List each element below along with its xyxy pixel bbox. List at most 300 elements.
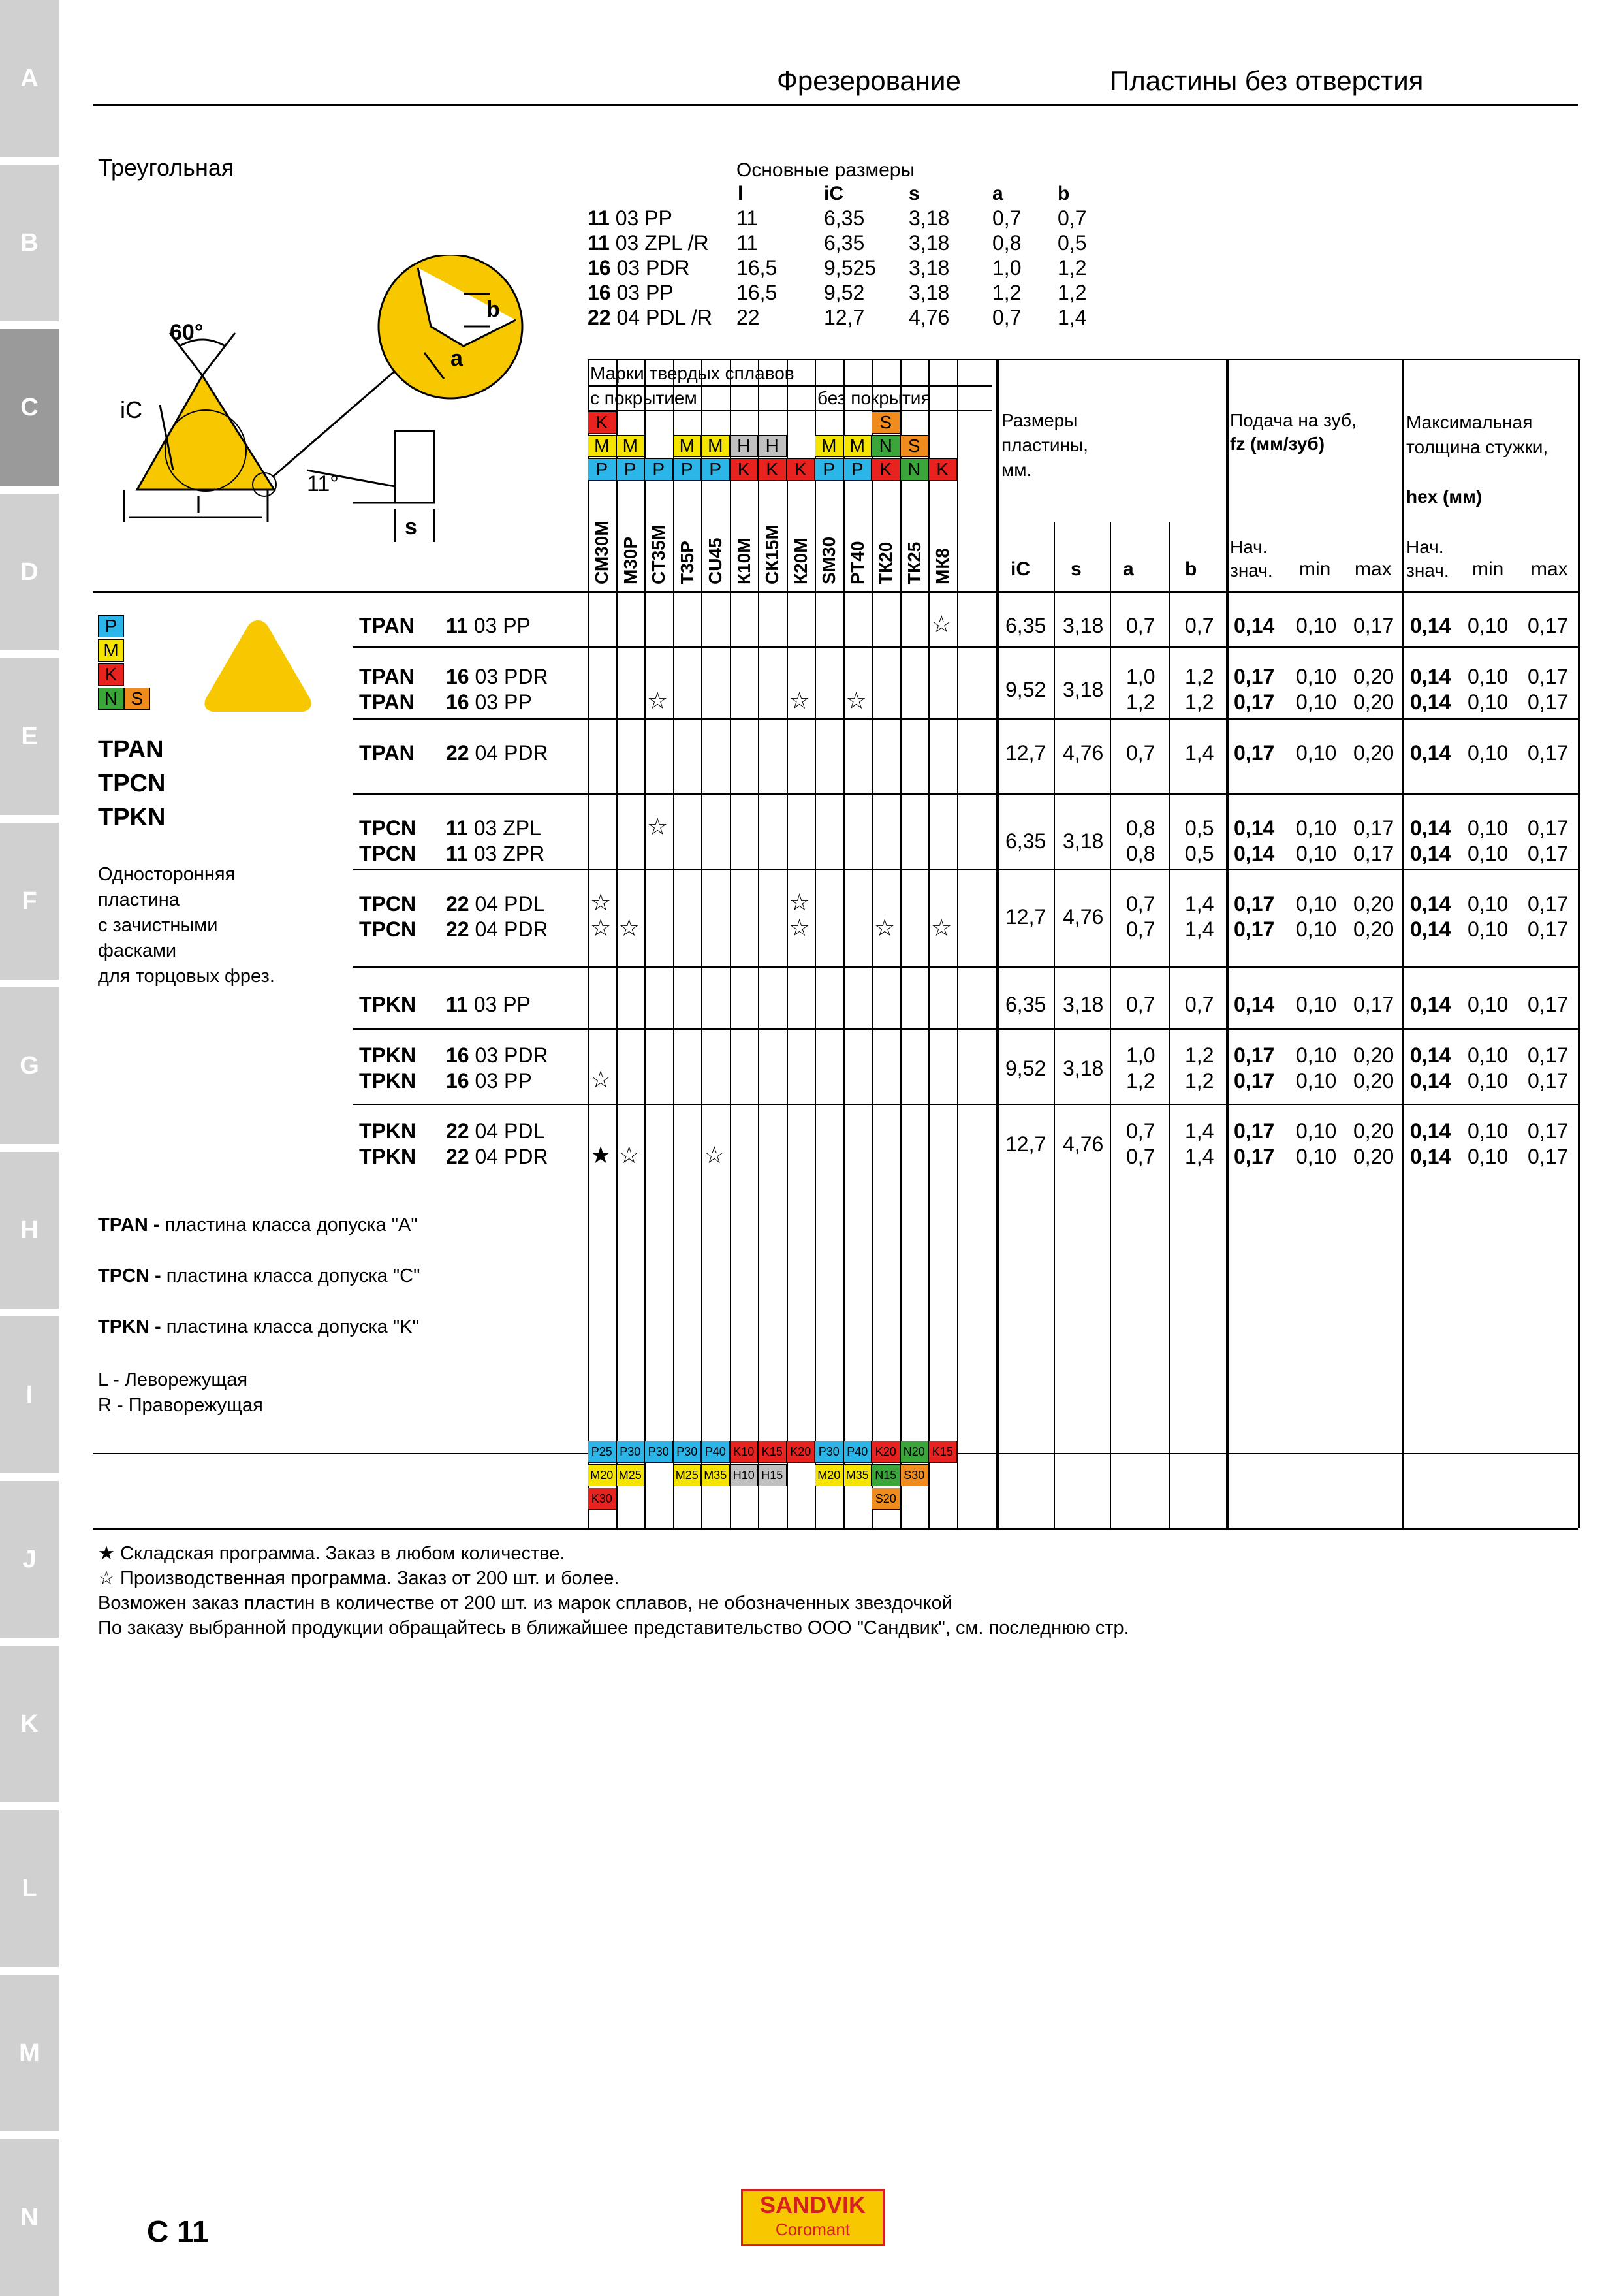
size-col-head: a — [1123, 558, 1134, 580]
grade-name: Т35Р — [676, 541, 697, 584]
row-hmin: 0,10 — [1468, 741, 1509, 765]
row-b: 1,4 — [1185, 1145, 1214, 1168]
grade-name: К10М — [733, 537, 754, 584]
tab-label: G — [20, 1051, 39, 1079]
row-hmin: 0,10 — [1468, 816, 1509, 840]
note-line — [98, 1215, 420, 1266]
l-label: l — [196, 491, 201, 518]
grade-col-line — [843, 359, 845, 1528]
row-hmax: 0,17 — [1528, 993, 1569, 1016]
tab-h[interactable] — [0, 1152, 59, 1309]
code-size: 16 — [446, 665, 469, 688]
iso-cell: N — [872, 435, 900, 457]
legend-p: P — [98, 615, 124, 637]
tab-l[interactable] — [0, 1810, 59, 1967]
iso-cell: K — [588, 411, 616, 434]
production-star-icon: ☆ — [590, 914, 612, 941]
tab-label: E — [21, 722, 38, 750]
dims-ic: 6,35 — [824, 231, 865, 255]
iso-cell: K — [872, 458, 900, 481]
row-fmax: 0,20 — [1353, 917, 1394, 941]
iso-cell: P — [644, 458, 673, 481]
row-ic: 9,52 — [1005, 1057, 1046, 1080]
tab-m[interactable] — [0, 1975, 59, 2131]
row-ic: 6,35 — [1005, 829, 1046, 853]
dims-col-head: s — [909, 183, 920, 204]
row-hmax: 0,17 — [1528, 1119, 1569, 1143]
row-fmin: 0,10 — [1296, 1069, 1337, 1092]
row-fmax: 0,17 — [1353, 816, 1394, 840]
row-separator — [353, 966, 1578, 968]
row-fmin: 0,10 — [1296, 1044, 1337, 1067]
row-hmax: 0,17 — [1528, 1145, 1569, 1168]
row-fmax: 0,20 — [1353, 1069, 1394, 1092]
code-rest: 04 PDL — [469, 892, 545, 916]
note-code: TPKN - — [98, 1316, 161, 1337]
row-fmin: 0,10 — [1296, 690, 1337, 714]
code-rest: 03 PP — [469, 690, 532, 714]
stock-star-icon: ★ — [590, 1141, 612, 1168]
code-rest: 04 PDL /R — [610, 306, 712, 329]
logo-sub: Coromant — [775, 2220, 851, 2239]
row-h0: 0,14 — [1410, 1145, 1451, 1168]
row-code — [446, 1044, 548, 1068]
row-fmin: 0,10 — [1296, 665, 1337, 688]
header-right: Пластины без отверстия — [1110, 65, 1424, 96]
row-hmax: 0,17 — [1528, 665, 1569, 688]
row-type: TPAN — [359, 690, 415, 714]
row-a: 0,7 — [1126, 614, 1155, 637]
footer-grade-cell: P30 — [815, 1441, 843, 1463]
grade-name: СК15М — [762, 524, 782, 584]
iso-cell: H — [758, 435, 787, 457]
legend-m: M — [98, 639, 124, 662]
row-code — [446, 741, 548, 765]
dims-ic: 9,525 — [824, 256, 877, 279]
dims-b: 0,7 — [1058, 206, 1087, 230]
grade-col-line — [928, 359, 930, 1528]
row-b: 1,4 — [1185, 1119, 1214, 1143]
footer-grade-cell: K10 — [730, 1441, 759, 1463]
row-f0: 0,17 — [1234, 665, 1275, 688]
row-h0: 0,14 — [1410, 917, 1451, 941]
row-a: 0,8 — [1126, 816, 1155, 840]
tab-a[interactable] — [0, 0, 59, 157]
iso-cell: M — [588, 435, 616, 457]
row-s: 4,76 — [1063, 741, 1104, 765]
production-star-icon: ☆ — [590, 889, 612, 916]
row-hmin: 0,10 — [1468, 892, 1509, 916]
note-line — [98, 1316, 420, 1367]
production-star-icon: ☆ — [590, 1066, 612, 1092]
dims-b: 1,2 — [1058, 256, 1087, 279]
insert-drawing — [98, 255, 607, 555]
section-col-line — [1226, 359, 1229, 1528]
desc-line: с зачистными — [98, 915, 218, 936]
iso-cell: K — [928, 458, 957, 481]
row-type: TPCN — [359, 917, 417, 941]
row-f0: 0,14 — [1234, 842, 1275, 865]
row-a: 0,8 — [1126, 842, 1155, 865]
row-h0: 0,14 — [1410, 892, 1451, 916]
angle-11-label: 11° — [307, 471, 339, 496]
footer-grade-cell: M35 — [701, 1464, 730, 1486]
row-b: 0,7 — [1185, 993, 1214, 1016]
tab-b[interactable] — [0, 165, 59, 321]
code-size: 16 — [588, 281, 611, 304]
iso-cell: K — [787, 458, 815, 481]
hex-start: Нач. знач. — [1406, 537, 1449, 581]
dims-l: 16,5 — [736, 256, 778, 279]
production-star-icon: ☆ — [647, 813, 668, 840]
footer-grade-cell: K20 — [787, 1441, 815, 1463]
code-rest: 03 ZPL — [467, 816, 541, 840]
row-hmax: 0,17 — [1528, 1069, 1569, 1092]
section-title: Треугольная — [98, 154, 234, 181]
row-fmax: 0,20 — [1353, 892, 1394, 916]
legend-s: S — [124, 688, 150, 710]
code-size: 22 — [446, 741, 469, 765]
row-hmax: 0,17 — [1528, 917, 1569, 941]
dims-col-head: l — [738, 183, 744, 204]
row-hmin: 0,10 — [1468, 993, 1509, 1016]
tab-n[interactable] — [0, 2139, 59, 2296]
footnote-contact: По заказу выбранной продукции обращайтесь в ближайшее представительство ООО "Сандвик", см. последнюю стр. — [98, 1618, 1129, 1638]
production-star-icon: ☆ — [789, 687, 810, 714]
row-hmin: 0,10 — [1468, 1044, 1509, 1067]
grade-col-line — [758, 359, 759, 1528]
tab-label: D — [20, 558, 39, 586]
tab-j[interactable] — [0, 1481, 59, 1638]
footer-grade-cell: N15 — [872, 1464, 900, 1486]
grade-name: М30Р — [620, 536, 640, 584]
grade-name: СМ30М — [591, 520, 612, 584]
row-ic: 12,7 — [1005, 1132, 1046, 1156]
footer-grade-cell: K15 — [758, 1441, 787, 1463]
row-fmin: 0,10 — [1296, 614, 1337, 637]
row-hmin: 0,10 — [1468, 1069, 1509, 1092]
note-line — [98, 1266, 420, 1316]
footnote-order: Возможен заказ пластин в количестве от 200 шт. из марок сплавов, не обозначенных звездочкой — [98, 1593, 952, 1614]
row-hmin: 0,10 — [1468, 1119, 1509, 1143]
row-code — [446, 690, 532, 714]
code-size: 22 — [446, 892, 469, 916]
row-hmin: 0,10 — [1468, 690, 1509, 714]
code-rest: 04 PDR — [469, 1145, 548, 1168]
dims-row-code — [588, 231, 709, 255]
grade-col-line — [815, 359, 816, 1528]
grade-col-line — [673, 359, 674, 1528]
hex-min: min — [1472, 558, 1504, 580]
dims-s: 3,18 — [909, 231, 950, 255]
grade-col-line — [588, 359, 589, 1528]
code-size: 22 — [446, 917, 469, 941]
row-f0: 0,17 — [1234, 917, 1275, 941]
row-a: 0,7 — [1126, 741, 1155, 765]
feed-min: min — [1299, 558, 1331, 580]
a-label: a — [450, 346, 463, 371]
main-dims-title: Основные размеры — [736, 159, 915, 181]
footer-grade-cell: N20 — [900, 1441, 929, 1463]
footer-grade-cell: K30 — [588, 1488, 616, 1510]
grade-col-line — [872, 359, 873, 1528]
row-s: 3,18 — [1063, 829, 1104, 853]
section-col-line — [996, 359, 999, 1528]
row-b: 1,4 — [1185, 741, 1214, 765]
header-bottom-rule — [93, 591, 1578, 593]
production-star-icon: ☆ — [845, 687, 867, 714]
row-fmax: 0,17 — [1353, 614, 1394, 637]
row-separator — [353, 1104, 1578, 1105]
grades-coated: с покрытием — [590, 388, 697, 408]
feed-sub: fz (мм/зуб) — [1230, 434, 1325, 454]
desc-line: для торцовых фрез. — [98, 966, 275, 987]
row-code — [446, 842, 544, 866]
footer-grade-cell: P30 — [644, 1441, 673, 1463]
footer-grade-cell: P30 — [673, 1441, 702, 1463]
tab-label: M — [19, 2039, 40, 2067]
grades-uncoated: без покрытия — [817, 388, 931, 408]
dims-s: 3,18 — [909, 256, 950, 279]
code-size: 16 — [446, 1069, 469, 1092]
dims-a: 1,0 — [992, 256, 1022, 279]
iso-cell: P — [588, 458, 616, 481]
iso-cell: M — [843, 435, 872, 457]
row-b: 1,2 — [1185, 665, 1214, 688]
row-a: 0,7 — [1126, 892, 1155, 916]
tab-label: F — [22, 887, 37, 915]
row-a: 0,7 — [1126, 993, 1155, 1016]
code-size: 11 — [446, 842, 468, 865]
code-rest: 03 PDR — [610, 256, 690, 279]
dims-a: 0,7 — [992, 206, 1022, 230]
size-head: Размеры пластины, мм. — [1001, 410, 1088, 480]
grade-name: РТ40 — [847, 541, 868, 584]
tab-label: C — [20, 393, 39, 421]
feed-max: max — [1355, 558, 1392, 580]
code-size: 22 — [446, 1119, 469, 1143]
grade-name: СU45 — [705, 537, 725, 584]
row-f0: 0,17 — [1234, 1119, 1275, 1143]
iso-cell: P — [815, 458, 843, 481]
tab-g[interactable] — [0, 987, 59, 1144]
legend-k: K — [98, 663, 124, 686]
grade-name: СТ35М — [648, 524, 668, 584]
row-f0: 0,14 — [1234, 993, 1275, 1016]
iso-cell: N — [900, 458, 929, 481]
row-b: 0,5 — [1185, 842, 1214, 865]
size-col-line — [1054, 522, 1055, 1528]
grade-title-rule — [588, 385, 992, 387]
dims-ic: 6,35 — [824, 206, 865, 230]
tab-c[interactable] — [0, 329, 59, 486]
size-col-head: iC — [1011, 558, 1030, 580]
dims-b: 1,4 — [1058, 306, 1087, 329]
code-rest: 03 PP — [467, 614, 531, 637]
row-f0: 0,17 — [1234, 690, 1275, 714]
grade-name: ТК20 — [875, 541, 896, 584]
tab-label: N — [20, 2203, 39, 2231]
iso-cell: P — [843, 458, 872, 481]
footer-grade-cell: M35 — [843, 1464, 872, 1486]
tab-label: I — [25, 1380, 33, 1409]
row-code — [446, 614, 531, 638]
row-fmax: 0,17 — [1353, 993, 1394, 1016]
insert-icon — [199, 614, 317, 722]
tab-label: L — [22, 1874, 37, 1902]
row-type: TPKN — [359, 1069, 417, 1092]
code-size: 16 — [446, 1044, 469, 1067]
production-star-icon: ☆ — [704, 1141, 725, 1168]
row-s: 4,76 — [1063, 1132, 1104, 1156]
row-h0: 0,14 — [1410, 665, 1451, 688]
note-text: пластина класса допуска "C" — [161, 1266, 420, 1286]
row-a: 0,7 — [1126, 1145, 1155, 1168]
dims-s: 3,18 — [909, 281, 950, 304]
row-s: 3,18 — [1063, 678, 1104, 701]
size-col-line — [1169, 522, 1170, 1528]
code-rest: 03 PDR — [469, 665, 548, 688]
grade-col-line — [787, 359, 788, 1528]
footer-grade-cell: M20 — [815, 1464, 843, 1486]
grade-name: МК8 — [932, 548, 952, 584]
footer-grade-cell: P30 — [616, 1441, 645, 1463]
desc-line: фасками — [98, 940, 177, 961]
tab-f[interactable] — [0, 823, 59, 980]
row-h0: 0,14 — [1410, 1069, 1451, 1092]
row-b: 1,2 — [1185, 1044, 1214, 1067]
row-hmin: 0,10 — [1468, 917, 1509, 941]
row-code — [446, 665, 548, 689]
row-f0: 0,17 — [1234, 741, 1275, 765]
row-fmax: 0,20 — [1353, 1119, 1394, 1143]
section-col-line — [1578, 359, 1580, 1528]
row-h0: 0,14 — [1410, 1044, 1451, 1067]
row-fmax: 0,20 — [1353, 1044, 1394, 1067]
dims-l: 11 — [736, 206, 759, 230]
tab-i[interactable] — [0, 1316, 59, 1473]
row-h0: 0,14 — [1410, 993, 1451, 1016]
hand-left: L - Леворежущая — [98, 1369, 248, 1390]
production-star-icon: ☆ — [618, 914, 640, 941]
code-rest: 03 PP — [610, 281, 674, 304]
family-description — [98, 862, 275, 989]
dims-col-head: b — [1058, 183, 1070, 204]
row-type: TPKN — [359, 1044, 417, 1067]
grade-col-line — [957, 359, 958, 1528]
iso-cell: M — [815, 435, 843, 457]
production-star-icon: ☆ — [789, 889, 810, 916]
grade-sub-rule — [588, 410, 992, 411]
code-size: 16 — [446, 690, 469, 714]
row-f0: 0,14 — [1234, 614, 1275, 637]
note-text: пластина класса допуска "K" — [161, 1316, 419, 1337]
hex-sub: hex (мм) — [1406, 486, 1483, 507]
code-rest: 03 PP — [469, 1069, 532, 1092]
dims-col-head: iC — [824, 183, 843, 204]
hex-head: Максимальная толщина стужки, — [1406, 412, 1548, 457]
row-hmax: 0,17 — [1528, 690, 1569, 714]
row-ic: 12,7 — [1005, 905, 1046, 929]
grade-col-line — [701, 359, 702, 1528]
row-hmax: 0,17 — [1528, 816, 1569, 840]
row-s: 3,18 — [1063, 993, 1104, 1016]
row-b: 0,7 — [1185, 614, 1214, 637]
dims-a: 1,2 — [992, 281, 1022, 304]
row-s: 4,76 — [1063, 905, 1104, 929]
iso-cell: K — [730, 458, 759, 481]
tab-k[interactable] — [0, 1646, 59, 1802]
row-a: 0,7 — [1126, 917, 1155, 941]
footer-grade-cell: K15 — [928, 1441, 957, 1463]
note-code: TPCN - — [98, 1266, 161, 1286]
dims-ic: 9,52 — [824, 281, 865, 304]
row-h0: 0,14 — [1410, 816, 1451, 840]
row-b: 0,5 — [1185, 816, 1214, 840]
production-star-icon: ☆ — [789, 914, 810, 941]
code-size: 11 — [588, 206, 610, 230]
feed-start: Нач. знач. — [1230, 537, 1273, 581]
page-number: C 11 — [147, 2214, 209, 2248]
row-h0: 0,14 — [1410, 690, 1451, 714]
row-type: TPAN — [359, 665, 415, 688]
code-rest: 04 PDR — [469, 741, 548, 765]
grade-col-line — [644, 359, 646, 1528]
row-fmin: 0,10 — [1296, 741, 1337, 765]
row-b: 1,2 — [1185, 690, 1214, 714]
footer-grade-cell: P40 — [701, 1441, 730, 1463]
dims-ic: 12,7 — [824, 306, 865, 329]
row-type: TPKN — [359, 1119, 417, 1143]
dims-row-code — [588, 206, 672, 231]
family-tpcn: TPCN — [98, 770, 166, 797]
row-hmax: 0,17 — [1528, 741, 1569, 765]
row-fmin: 0,10 — [1296, 917, 1337, 941]
header-left: Фрезерование — [777, 65, 961, 96]
grade-col-line — [900, 359, 902, 1528]
code-size: 11 — [446, 993, 468, 1016]
tab-label: K — [20, 1710, 39, 1738]
grade-col-line — [616, 359, 618, 1528]
row-fmax: 0,20 — [1353, 665, 1394, 688]
code-size: 22 — [446, 1145, 469, 1168]
tab-d[interactable] — [0, 494, 59, 650]
tab-e[interactable] — [0, 658, 59, 815]
grade-name: К20М — [790, 537, 811, 584]
row-f0: 0,17 — [1234, 1069, 1275, 1092]
row-code — [446, 892, 544, 916]
iso-cell: S — [900, 435, 929, 457]
row-f0: 0,14 — [1234, 816, 1275, 840]
b-label: b — [486, 297, 500, 322]
grade-top-rule — [588, 359, 1578, 360]
footer-grade-cell: S20 — [872, 1488, 900, 1510]
row-code — [446, 1119, 544, 1143]
tab-label: B — [20, 229, 39, 257]
row-type: TPCN — [359, 816, 417, 840]
row-h0: 0,14 — [1410, 842, 1451, 865]
row-code — [446, 1145, 548, 1169]
row-type: TPKN — [359, 1145, 417, 1168]
row-fmax: 0,20 — [1353, 1145, 1394, 1168]
note-text: пластина класса допуска "A" — [159, 1215, 418, 1236]
code-rest: 03 PP — [609, 206, 672, 230]
desc-line: Односторонняя — [98, 864, 236, 885]
footer-grade-cell: H10 — [730, 1464, 759, 1486]
row-type: TPAN — [359, 741, 415, 765]
row-type: TPCN — [359, 892, 417, 916]
row-fmin: 0,10 — [1296, 842, 1337, 865]
